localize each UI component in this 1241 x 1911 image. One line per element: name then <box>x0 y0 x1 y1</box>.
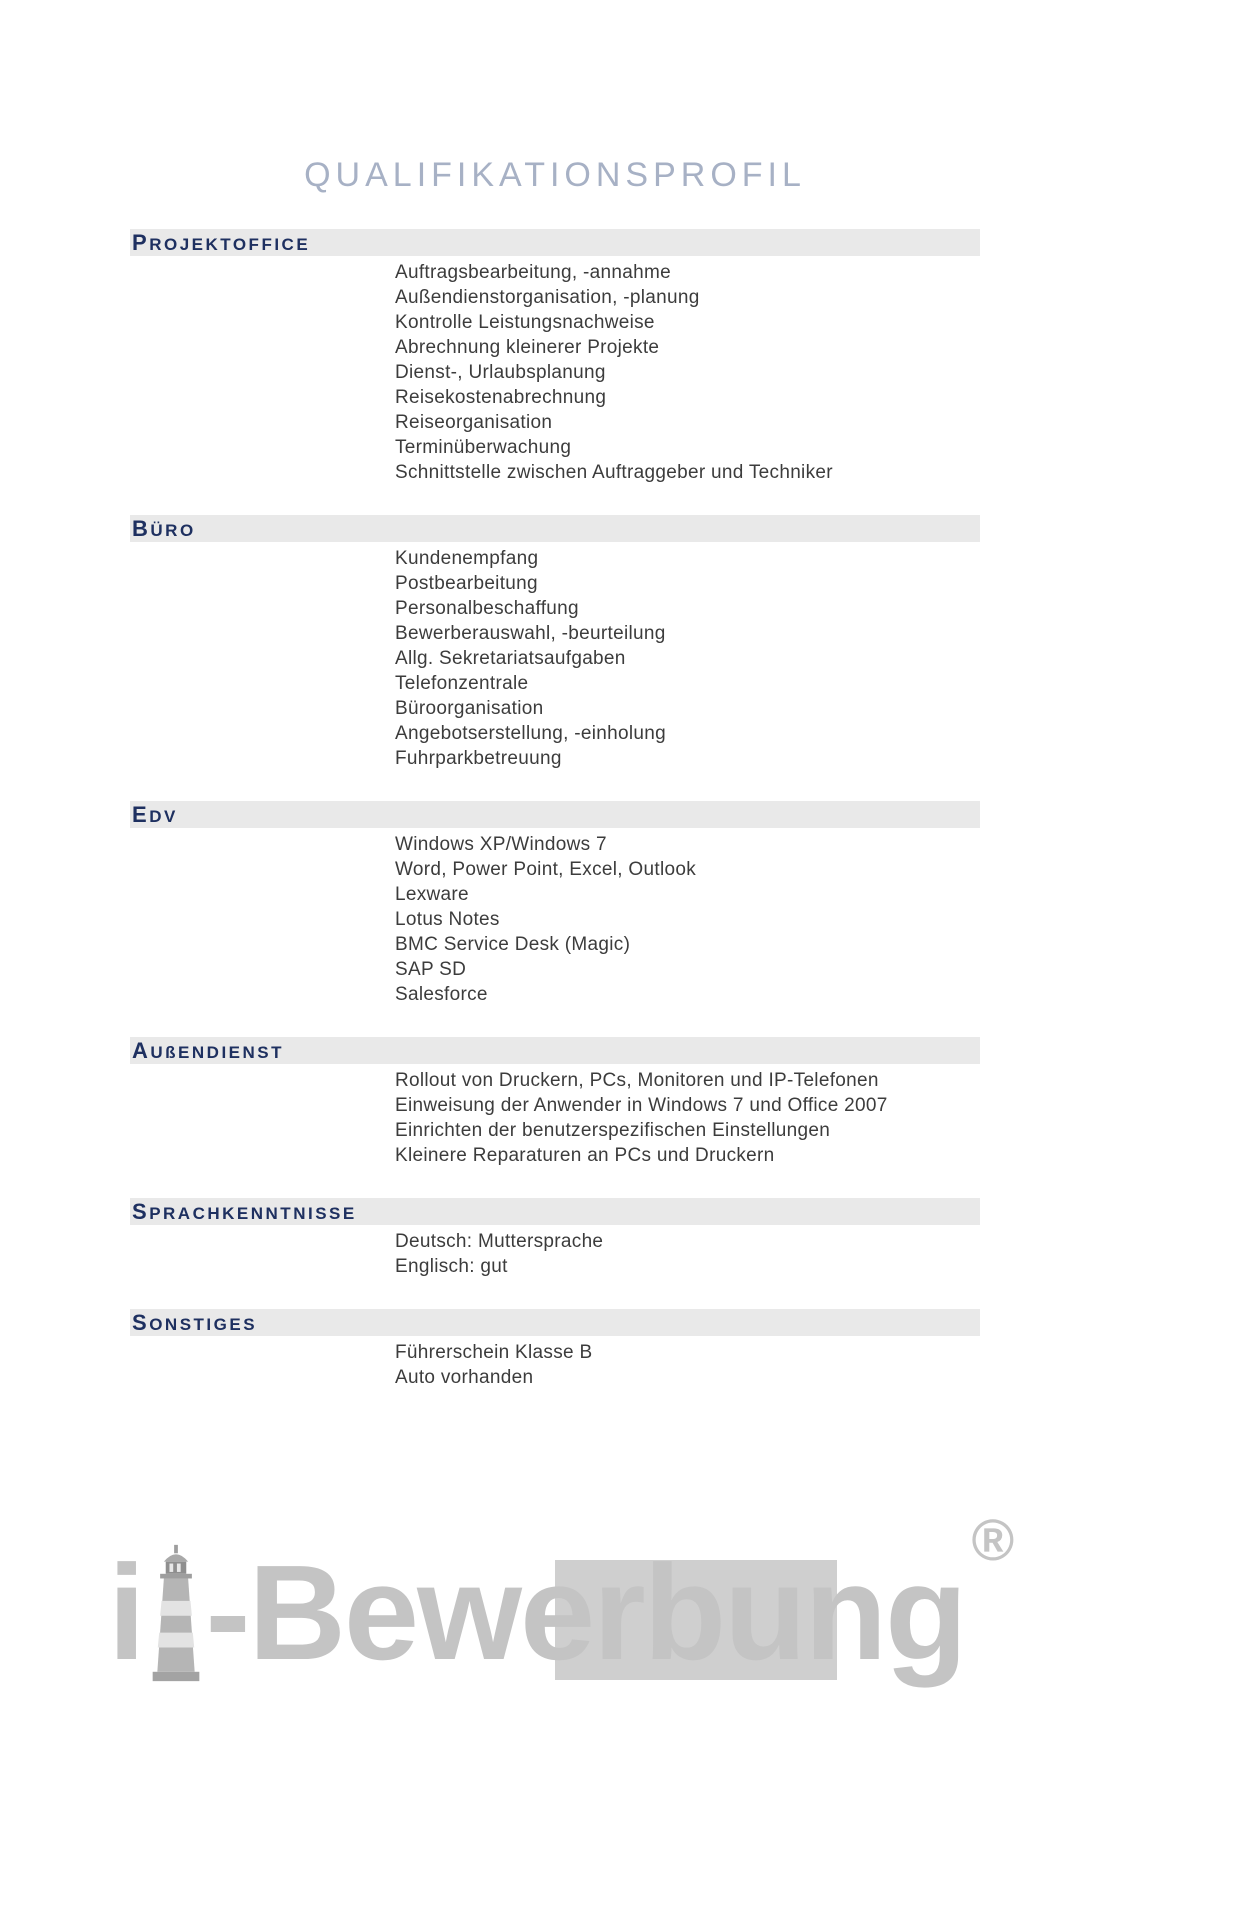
page-title: QUALIFIKATIONSPROFIL <box>304 156 806 194</box>
list-item: Personalbeschaffung <box>395 598 579 619</box>
section-heading-bar <box>130 515 980 542</box>
list-item: Englisch: gut <box>395 1256 508 1277</box>
section <box>130 1037 980 1168</box>
list-item: Außendienstorganisation, -planung <box>395 287 700 308</box>
section <box>130 229 980 485</box>
section <box>130 801 980 1007</box>
list-item: Bewerberauswahl, -beurteilung <box>395 623 666 644</box>
list-item: Salesforce <box>395 984 488 1005</box>
section-heading: PROJEKTOFFICE <box>132 229 311 255</box>
section-heading: SONSTIGES <box>132 1309 258 1335</box>
watermark <box>108 1508 1015 1688</box>
list-item: Telefonzentrale <box>395 673 529 694</box>
list-item: Word, Power Point, Excel, Outlook <box>395 859 697 880</box>
list-item: Führerschein Klasse B <box>395 1342 593 1363</box>
list-item: Auto vorhanden <box>395 1367 534 1388</box>
lighthouse-icon <box>148 1538 204 1688</box>
list-item: Einweisung der Anwender in Windows 7 und Office 2007 <box>395 1095 888 1116</box>
list-item: Angebotserstellung, -einholung <box>395 723 666 744</box>
list-item: BMC Service Desk (Magic) <box>395 934 631 955</box>
list-item: Postbearbeitung <box>395 573 538 594</box>
list-item: Abrechnung kleinerer Projekte <box>395 337 660 358</box>
list-item: Auftragsbearbeitung, -annahme <box>395 262 671 283</box>
section-heading: EDV <box>132 801 178 827</box>
list-item: Rollout von Druckern, PCs, Monitoren und IP-Telefonen <box>395 1070 879 1091</box>
list-item: Einrichten der benutzerspezifischen Einstellungen <box>395 1120 831 1141</box>
list-item: Lexware <box>395 884 469 905</box>
list-item: Schnittstelle zwischen Auftraggeber und Techniker <box>395 462 833 483</box>
list-item: Dienst-, Urlaubsplanung <box>395 362 606 383</box>
section-heading: BÜRO <box>132 515 196 541</box>
list-item: Kontrolle Leistungsnachweise <box>395 312 655 333</box>
section <box>130 1198 980 1279</box>
list-item: SAP SD <box>395 959 467 980</box>
list-item: Fuhrparkbetreuung <box>395 748 562 769</box>
section-item-list <box>395 1340 980 1390</box>
section-item-list <box>395 832 980 1007</box>
section-item-list <box>395 546 980 771</box>
list-item: Reisekostenabrechnung <box>395 387 607 408</box>
list-item: Kleinere Reparaturen an PCs und Druckern <box>395 1145 775 1166</box>
section-heading-bar <box>130 801 980 828</box>
registered-mark: ® <box>971 1508 1015 1573</box>
section-item-list <box>395 260 980 485</box>
section-heading-bar <box>130 1198 980 1225</box>
section <box>130 515 980 771</box>
list-item: Windows XP/Windows 7 <box>395 834 607 855</box>
sections <box>130 229 980 1390</box>
list-item: Allg. Sekretariatsaufgaben <box>395 648 626 669</box>
list-item: Kundenempfang <box>395 548 539 569</box>
section-heading-bar <box>130 1309 980 1336</box>
brand-suffix: -Bewerbung <box>205 1537 966 1688</box>
section-heading-bar <box>130 1037 980 1064</box>
document-page <box>130 156 980 1390</box>
section-heading: AUßENDIENST <box>132 1037 285 1063</box>
list-item: Terminüberwachung <box>395 437 572 458</box>
brand-text <box>108 1508 1015 1688</box>
section-heading: SPRACHKENNTNISSE <box>132 1198 357 1224</box>
section-heading-bar <box>130 229 980 256</box>
list-item: Deutsch: Muttersprache <box>395 1231 604 1252</box>
section-item-list <box>395 1068 980 1168</box>
section <box>130 1309 980 1390</box>
list-item: Büroorganisation <box>395 698 544 719</box>
list-item: Lotus Notes <box>395 909 500 930</box>
section-item-list <box>395 1229 980 1279</box>
brand-prefix: i <box>108 1537 144 1688</box>
list-item: Reiseorganisation <box>395 412 553 433</box>
